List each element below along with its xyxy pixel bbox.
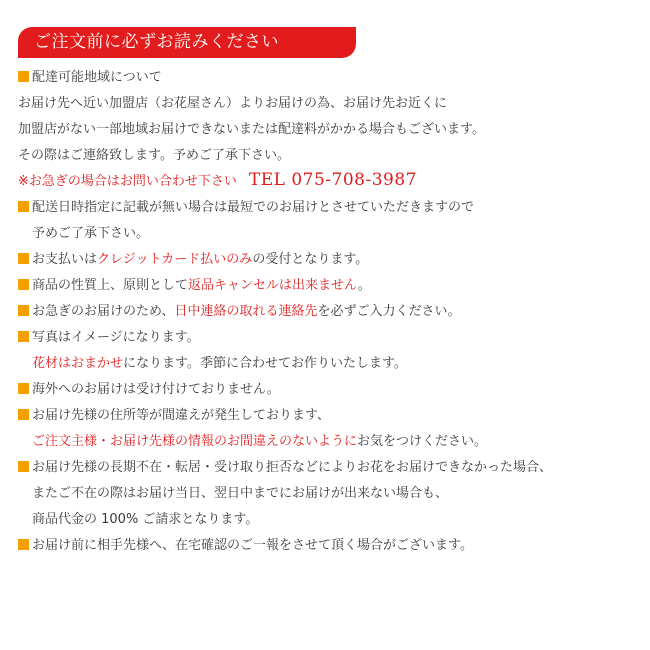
delivery-area-line2: 加盟店がない一部地域お届けできないまたは配達料がかかる場合もございます。 [18,122,485,137]
notice-item-confirmation [18,538,473,554]
urgent-contact-line [18,172,417,190]
returns-text-highlight: 返品キャンセルは出来ません [188,278,358,293]
delivery-area-line3: その際はご連絡致します。予めご了承下さい。 [18,148,290,163]
absence-line3: 商品代金の 100% ご請求となります。 [32,512,259,527]
returns-text-post: 。 [357,278,371,293]
bullet-square-icon [18,331,29,342]
notice-item-contact [18,304,461,320]
payment-text-highlight: クレジットカード払いのみ [97,252,253,267]
delivery-date-line2: 予めご了承下さい。 [32,226,150,241]
bullet-square-icon [18,201,29,212]
bullet-square-icon [18,305,29,316]
payment-text-pre: お支払いは [32,252,98,267]
absence-line2: またご不在の際はお届け当日、翌日中までにお届けが出来ない場合も、 [32,486,449,501]
delivery-date-line1: 配送日時指定に記載が無い場合は最短でのお届けとさせていただきますので [32,200,475,215]
bullet-square-icon [18,461,29,472]
address-text-highlight: ご注文主様・お届け先様の情報のお間違えのないように [32,434,358,449]
bullet-square-icon [18,253,29,264]
address-text-post: お気をつけください。 [357,434,488,449]
payment-text-post: の受付となります。 [252,252,369,267]
bullet-square-icon [18,279,29,290]
photo-line1: 写真はイメージになります。 [32,330,200,345]
photo-text-highlight: 花材はおまかせ [32,356,124,371]
notice-item-overseas [18,382,280,398]
photo-text-post: になります。季節に合わせてお作りいたします。 [123,356,407,371]
notice-item-absence [18,460,552,476]
confirmation-line1: お届け前に相手先様へ、在宅確認のご一報をさせて頂く場合がございます。 [32,538,473,553]
urgent-note: ※お急ぎの場合はお問い合わせ下さい [18,174,237,189]
notice-item-returns [18,278,371,294]
delivery-area-heading: 配達可能地域について [32,70,162,85]
notice-item-address [18,408,330,424]
contact-text-highlight: 日中連絡の取れる連絡先 [174,304,318,319]
bullet-square-icon [18,539,29,550]
bullet-square-icon [18,71,29,82]
notice-item-payment [18,252,368,268]
returns-text-pre: 商品の性質上、原則として [32,278,189,293]
address-line1: お届け先様の住所等が間違えが発生しております、 [32,408,330,423]
bullet-square-icon [18,383,29,394]
notice-title-banner: ご注文前に必ずお読みください [18,27,356,58]
address-line2 [32,434,487,450]
phone-number-link[interactable]: TEL 075-708-3987 [248,170,417,190]
contact-text-post: を必ずご入力ください。 [317,304,461,319]
absence-line1: お届け先様の長期不在・転居・受け取り拒否などによりお花をお届けできなかった場合、 [32,460,553,475]
notice-item-delivery-date [18,200,474,216]
delivery-area-line1: お届け先へ近い加盟店（お花屋さん）よりお届けの為、お届け先お近くに [18,96,448,111]
overseas-line1: 海外へのお届けは受け付けておりません。 [32,382,280,397]
notice-item-delivery-area [18,70,162,86]
bullet-square-icon [18,409,29,420]
contact-text-pre: お急ぎのお届けのため、 [32,304,175,319]
photo-line2 [32,356,407,372]
notice-item-photo [18,330,200,346]
